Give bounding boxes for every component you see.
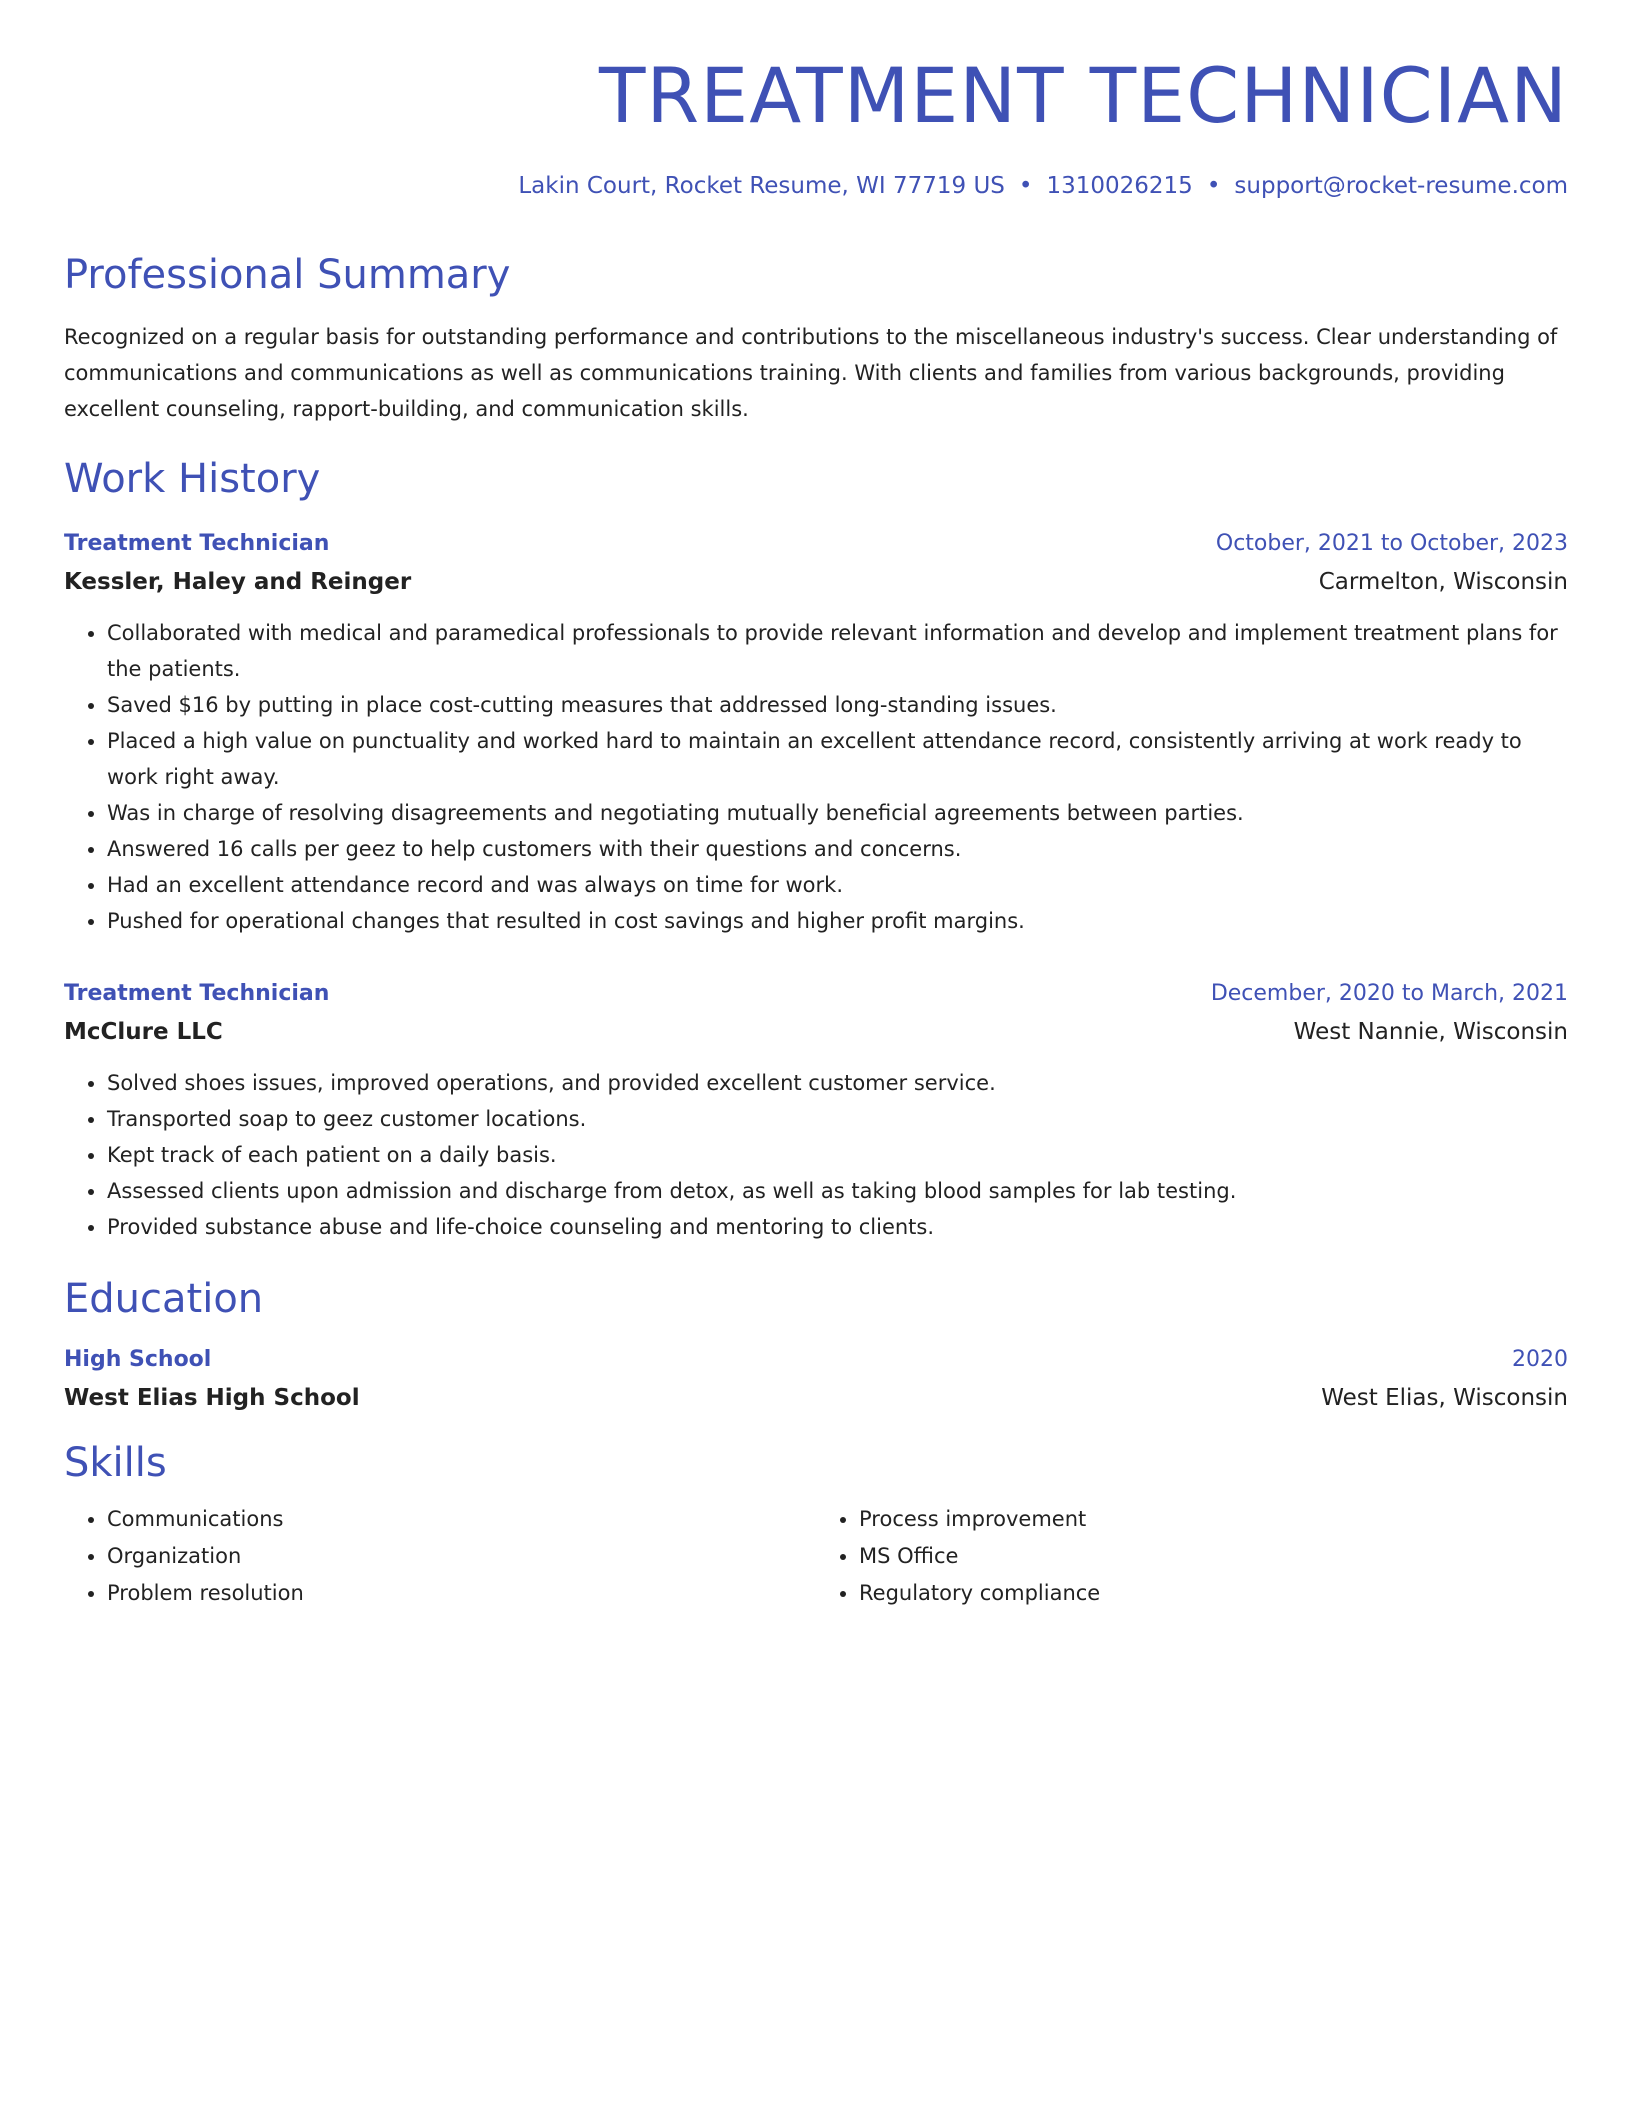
contact-separator: • bbox=[1018, 172, 1033, 199]
job-company-row bbox=[64, 1013, 1568, 1051]
job-bullet: • Kept track of each patient on a daily basis. bbox=[107, 1137, 1568, 1173]
job-bullet: • Solved shoes issues, improved operations, and provided excellent customer service. bbox=[107, 1065, 1568, 1101]
contact-email: support@rocket-resume.com bbox=[1234, 172, 1568, 199]
education-year: 2020 bbox=[1512, 1347, 1568, 1373]
job-bullet: • Had an excellent attendance record and was always on time for work. bbox=[107, 867, 1568, 903]
skills-list bbox=[64, 1501, 816, 1612]
education-location: West Elias, Wisconsin bbox=[1321, 1385, 1568, 1412]
job-bullet: • Collaborated with medical and paramedical professionals to provide relevant information and develop and implement treatment plans for the patients. bbox=[107, 615, 1568, 687]
skills-list bbox=[816, 1501, 1568, 1612]
skills-column-left bbox=[64, 1501, 816, 1612]
skill-item: • Regulatory compliance bbox=[859, 1575, 1568, 1612]
job-header-row bbox=[64, 975, 1568, 1013]
education-school-row bbox=[64, 1379, 1568, 1417]
job-location: West Nannie, Wisconsin bbox=[1293, 1019, 1568, 1046]
candidate-name: TREATMENT TECHNICIAN bbox=[598, 51, 1568, 140]
education-degree: High School bbox=[64, 1347, 212, 1373]
education-header-row bbox=[64, 1341, 1568, 1379]
section-title-skills: Skills bbox=[64, 1440, 167, 1487]
job-dates: December, 2020 to March, 2021 bbox=[1210, 981, 1568, 1007]
job-dates: October, 2021 to October, 2023 bbox=[1215, 531, 1568, 557]
job-bullets bbox=[64, 1065, 1568, 1245]
job-company-row bbox=[64, 563, 1568, 601]
job-entry bbox=[64, 525, 1568, 939]
job-bullet: • Answered 16 calls per geez to help customers with their questions and concerns. bbox=[107, 831, 1568, 867]
education-school: West Elias High School bbox=[64, 1385, 360, 1412]
job-bullet: • Saved $16 by putting in place cost-cutting measures that addressed long-standing issues. bbox=[107, 687, 1568, 723]
job-entry bbox=[64, 975, 1568, 1245]
job-bullet: • Placed a high value on punctuality and worked hard to maintain an excellent attendance record, consistently arriving at work ready to work right away. bbox=[107, 723, 1568, 795]
skill-item: • Communications bbox=[107, 1501, 816, 1538]
skill-item: • Problem resolution bbox=[107, 1575, 816, 1612]
skill-item: • Organization bbox=[107, 1538, 816, 1575]
skill-item: • MS Office bbox=[859, 1538, 1568, 1575]
contact-line bbox=[64, 172, 1568, 202]
section-title-education: Education bbox=[64, 1276, 264, 1323]
job-header-row bbox=[64, 525, 1568, 563]
job-bullet: • Assessed clients upon admission and discharge from detox, as well as taking blood samples for lab testing. bbox=[107, 1173, 1568, 1209]
contact-address: Lakin Court, Rocket Resume, WI 77719 US bbox=[518, 172, 1005, 199]
section-title-work-history: Work History bbox=[64, 456, 321, 503]
job-bullet: • Provided substance abuse and life-choice counseling and mentoring to clients. bbox=[107, 1209, 1568, 1245]
job-bullet: • Was in charge of resolving disagreements and negotiating mutually beneficial agreements between parties. bbox=[107, 795, 1568, 831]
job-bullet: • Transported soap to geez customer locations. bbox=[107, 1101, 1568, 1137]
job-title: Treatment Technician bbox=[64, 531, 330, 557]
education-entry bbox=[64, 1341, 1568, 1417]
contact-phone: 1310026215 bbox=[1046, 172, 1193, 199]
section-title-summary: Professional Summary bbox=[64, 252, 511, 299]
resume-header bbox=[64, 51, 1568, 201]
job-bullets bbox=[64, 615, 1568, 939]
job-title: Treatment Technician bbox=[64, 981, 330, 1007]
skill-item: • Process improvement bbox=[859, 1501, 1568, 1538]
skills-grid bbox=[64, 1501, 1568, 1612]
job-bullet: • Pushed for operational changes that resulted in cost savings and higher profit margins. bbox=[107, 903, 1568, 939]
contact-separator: • bbox=[1206, 172, 1221, 199]
job-company: McClure LLC bbox=[64, 1019, 223, 1046]
job-location: Carmelton, Wisconsin bbox=[1318, 569, 1568, 596]
job-company: Kessler, Haley and Reinger bbox=[64, 569, 412, 596]
skills-column-right bbox=[816, 1501, 1568, 1612]
summary-text: Recognized on a regular basis for outstanding performance and contributions to the miscellaneous industry's success. Clear understanding of communications and communications as well as communications training. With clients and families from various backgrounds, providing excellent counseling, rapport-building, and communication skills. bbox=[64, 325, 1558, 422]
